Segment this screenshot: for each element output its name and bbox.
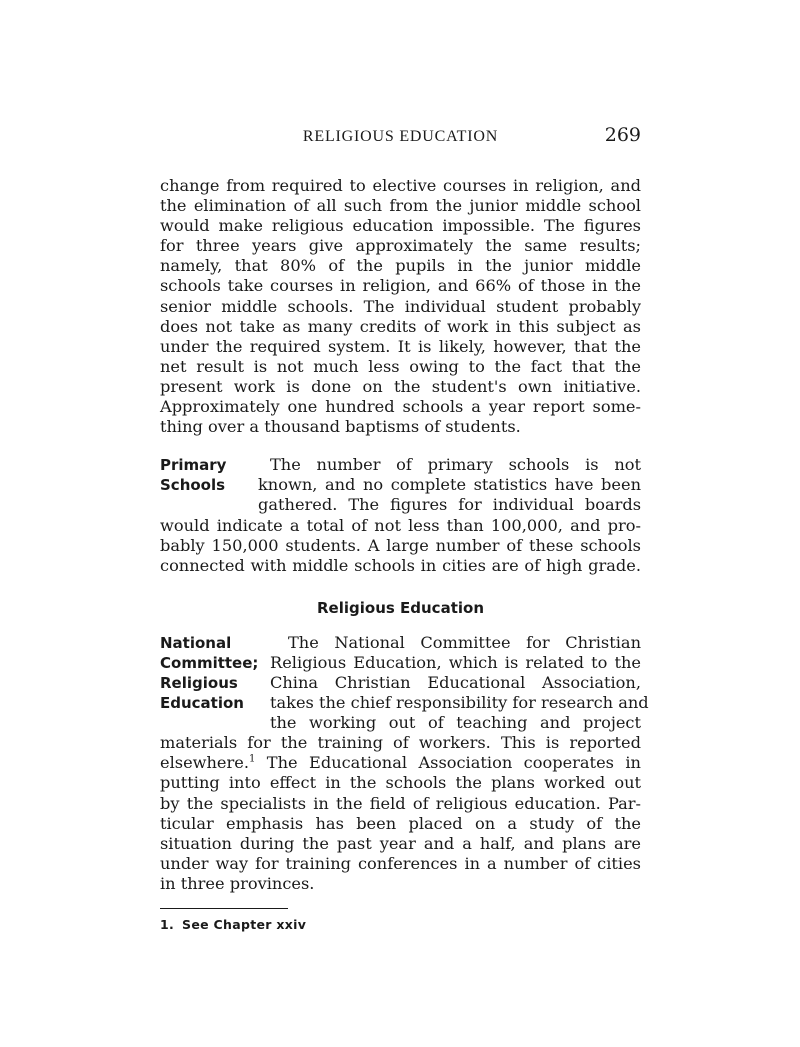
running-head (160, 126, 641, 154)
text-line: the elimination of all such from the junior middle school (160, 196, 641, 216)
side-heading-line: Schools (160, 476, 226, 495)
text-line: thing over a thousand baptisms of students. (160, 417, 521, 437)
text-line: schools take courses in religion, and 66% of those in the (160, 276, 641, 296)
text-line: the working out of teaching and project (270, 713, 641, 733)
text-line: connected with middle schools in cities are of high grade. (160, 555, 641, 575)
text-line: senior middle schools. The individual student probably (160, 296, 641, 316)
text-line: bably 150,000 students. A large number of these schools (160, 535, 641, 555)
text-line: Religious Education, which is related to the (270, 652, 641, 672)
text-line: The National Committee for Christian (288, 632, 641, 652)
text-line: materials for the training of workers. This is reported (160, 733, 641, 753)
text-line: gathered. The figures for individual boards (258, 495, 641, 515)
side-heading-line: Education (160, 694, 244, 713)
side-heading-line: Religious (160, 673, 238, 692)
text-line: takes the chief responsibility for research and (270, 693, 649, 713)
footnote-number: 1. (160, 917, 175, 932)
side-heading-national-committee (160, 633, 258, 713)
footnote-marker: 1 (248, 753, 256, 765)
text-line: The number of primary schools is not (270, 455, 641, 475)
text-fragment: The Educational Association cooperates in (266, 753, 641, 773)
text-line: China Christian Educational Association, (270, 672, 641, 692)
text-line: namely, that 80% of the pupils in the junior middle (160, 256, 641, 276)
side-heading-line: Committee; (160, 653, 259, 672)
running-title: RELIGIOUS EDUCATION (302, 128, 499, 145)
text-line: known, and no complete statistics have been (258, 475, 641, 495)
text-line: would make religious education impossible. The figures (160, 216, 641, 236)
text-line: Approximately one hundred schools a year report some- (160, 397, 641, 417)
text-line: for three years give approximately the same results; (160, 236, 641, 256)
text-line: present work is done on the student's own initiative. (160, 376, 641, 396)
paragraph-primary-schools (160, 455, 641, 576)
footnote (160, 917, 641, 932)
text-line: under way for training conferences in a number of cities (160, 853, 641, 873)
text-line (160, 753, 641, 773)
text-line: situation during the past year and a half, and plans are (160, 833, 641, 853)
text-line: in three provinces. (160, 873, 315, 893)
text-line: ticular emphasis has been placed on a study of the (160, 813, 641, 833)
side-heading-primary-schools (160, 455, 226, 495)
book-page (160, 124, 649, 932)
footnote-text: See Chapter xxiv (182, 917, 307, 932)
text-line: would indicate a total of not less than 100,000, and pro- (160, 515, 641, 535)
paragraph-continuation (160, 176, 641, 437)
section-heading: Religious Education (317, 598, 484, 617)
text-fragment: elsewhere. (160, 753, 249, 773)
primary-schools-section (160, 455, 641, 576)
text-line: putting into effect in the schools the plans worked out (160, 773, 641, 793)
page-number: 269 (604, 124, 641, 146)
side-heading-line: Primary (160, 456, 227, 475)
text-line: by the specialists in the field of religious education. Par- (160, 793, 641, 813)
footnote-divider (160, 908, 288, 909)
side-heading-line: National (160, 633, 232, 652)
text-line: net result is not much less owing to the fact that the (160, 356, 641, 376)
text-line: under the required system. It is likely, however, that the (160, 336, 641, 356)
text-line: change from required to elective courses in religion, and (160, 176, 641, 195)
national-committee-section (160, 632, 649, 894)
text-line: does not take as many credits of work in this subject as (160, 316, 641, 336)
